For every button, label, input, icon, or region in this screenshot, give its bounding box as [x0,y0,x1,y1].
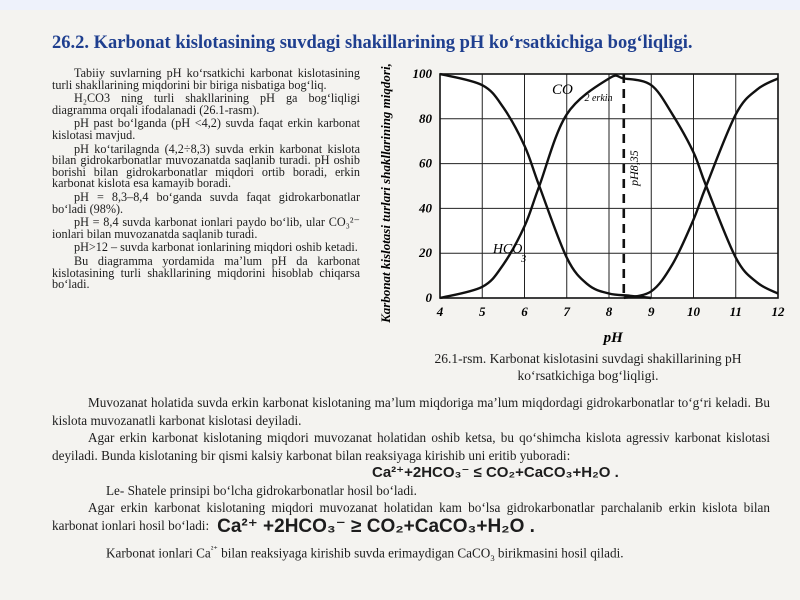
paragraph: Karbonat ionlari $Ca^{^{2+}}$ bilan reaksiyaga kirishib suvda erimaydigan CaCO$_3$ birikmasini hosil qiladi. [106,544,624,564]
chart-svg [368,60,788,346]
paragraph: pH past bo‘lganda (pH <4,2) suvda faqat erkin karbonat kislotasi mavjud. [52,116,360,142]
paragraph: Bu diagramma yordamida ma’lum pH da karbonat kislotasining turli shakllarining miqdorini hisoblab chiqarsa bo‘ladi. [52,253,360,292]
series-label-co2-sub: 2 erkin [584,92,613,104]
y-tick-label: 80 [419,110,432,126]
y-axis-label: Karbonat kislotasi turlari shakllarining miqdori, % [378,60,393,323]
paragraph: Muvozanat holatida suvda erkin karbonat kislotaning ma’lum miqdoriga ma’lum miqdordagi gidrokarbonatlar to‘g‘ri keladi. Bu kislota muvozanatli karbonat kislotasi deyiladi. [52,395,770,428]
carbonate-distribution-chart [368,60,788,346]
formula-h2co3: H₂CO3 [74,91,111,106]
figure-caption: 26.1-rsm. Karbonat kislotasini suvdagi shakillarining pH ko‘rsatkichiga bog‘liqligi. [434,351,742,383]
x-tick-label: 12 [771,304,785,319]
reaction-formula-2: Ca²⁺ +2HCO₃⁻ ≥ CO₂+CaCO₃+H₂O . [217,515,535,537]
y-tick-label: 20 [419,245,432,261]
paragraph: Tabiiy suvlarning pH ko‘rsatkichi karbonat kislotasining turli shakllarining miqdorini bir biriga nisbatiga bog‘liq. [52,66,360,92]
x-tick-label: 8 [605,304,613,319]
series-label-hco3-sub: 3 [521,254,527,266]
x-axis-label: pH [603,330,623,346]
series-label-hco3: HCO [492,242,523,258]
page-title: 26.2. Karbonat kislotasining suvdagi shakillarining pH ko‘rsatkichiga bog‘liqligi. [52,33,693,53]
x-tick-label: 4 [436,304,444,319]
x-tick-label: 7 [563,304,570,319]
marker-line-label: pH8,35 [626,150,641,186]
y-tick-label: 100 [412,66,432,81]
paragraph: Agar erkin karbonat kislotaning miqdori muvozanat holatidan kam bo‘lsa gidrokarbonatlar parchalanib erkin kislota bilan karbonat ionlari hosil bo‘ladi: Ca²⁺ +2HCO₃⁻ ≥ CO₂+CaCO₃+H₂O . [52,500,770,537]
y-tick-label: 40 [419,200,432,216]
y-tick-label: 60 [419,155,432,171]
paragraph: Agar erkin karbonat kislotaning miqdori muvozanat holatidan oshib ketsa, bu qo‘shimcha kislota agressiv karbonat kislotasi deyiladi. Bunda kislotaning bir qismi kalsiy karbonat bilan reaksiyaga kirishib uni eritib yuboradi: Ca²⁺+2HCO₃⁻ ≤ CO₂+CaCO₃+H₂O . [52,430,770,481]
x-tick-label: 10 [687,304,700,319]
x-tick-label: 9 [648,304,655,319]
x-tick-label: 5 [479,304,486,319]
reaction-formula-1: Ca²⁺+2HCO₃⁻ ≤ CO₂+CaCO₃+H₂O . [372,464,619,481]
carbonate-ion: CO₃²⁻ [328,215,360,230]
x-tick-label: 6 [521,304,528,319]
paragraph: pH = 8,4 suvda karbonat ionlari paydo bo‘lib, ular CO₃²⁻ ionlari bilan muvozanatda saqlanib turadi. [52,215,360,241]
left-text-column [52,68,360,293]
paragraph: pH ko‘tarilagnda (4,2÷8,3) suvda erkin karbonat kislota bilan gidrokarbonatlar muvozanatda saqlanib turadi. pH oshib borishi bilan gidrokarbonatlar miqdori ortib boradi, erkin karbonat kislota esa kamayib boradi. [52,141,360,191]
series-label-co2: CO [551,82,573,99]
paragraph: H₂CO3 ning turli shakllarining pH ga bog‘liqligi diagramma orqali ifodalanadi (26.1-rasm). [52,91,360,117]
bottom-text [52,394,770,568]
paragraph: Le- Shatele prinsipi bo‘lcha gidrokarbonatlar hosil bo‘ladi. [106,482,417,498]
paragraph: pH>12 – suvda karbonat ionlarining miqdori oshib ketadi. [74,240,358,255]
x-tick-label: 11 [729,304,742,319]
paragraph: pH = 8,3–8,4 bo‘ganda suvda faqat gidrokarbonatlar bo‘ladi (98%). [52,189,360,216]
top-accent-bar [0,0,800,10]
y-tick-label: 0 [425,290,432,305]
